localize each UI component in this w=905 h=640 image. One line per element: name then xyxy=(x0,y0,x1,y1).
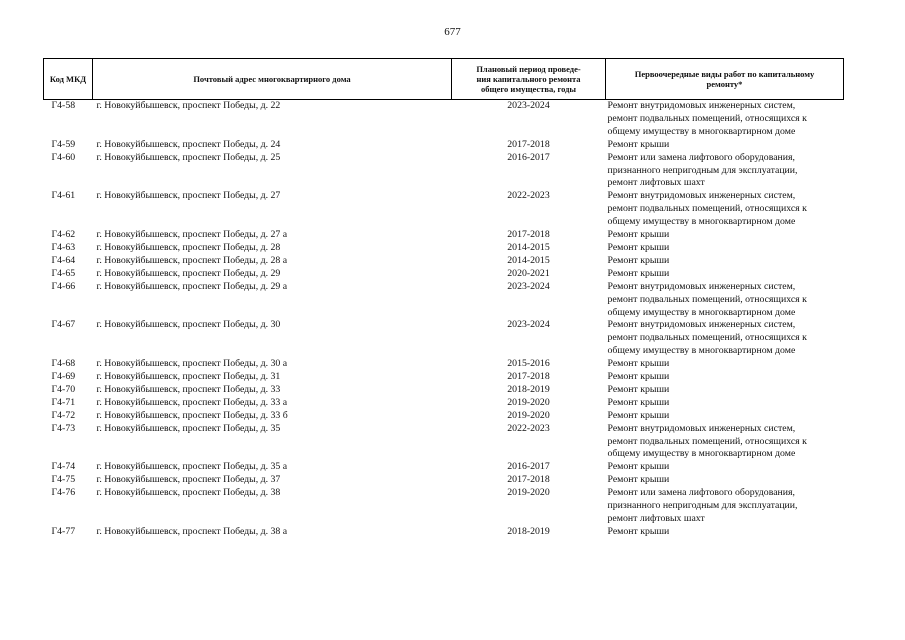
cell-period: 2023-2024 xyxy=(507,280,550,292)
cell-code: Г4-59 xyxy=(51,138,76,150)
cell-period: 2018-2019 xyxy=(507,383,550,395)
header-address: Почтовый адрес многоквартирного дома xyxy=(93,59,452,100)
table-row xyxy=(44,100,844,139)
cell-code: Г4-58 xyxy=(51,100,76,111)
cell-address: г. Новокуйбышевск, проспект Победы, д. 33 xyxy=(96,383,281,395)
capital-repair-table xyxy=(43,58,844,539)
table-row xyxy=(44,384,844,397)
table-row xyxy=(44,526,844,539)
cell-works: Ремонт крыши xyxy=(607,409,670,421)
cell-period: 2022-2023 xyxy=(507,190,550,202)
cell-code: Г4-69 xyxy=(51,371,76,383)
cell-address: г. Новокуйбышевск, проспект Победы, д. 33 б xyxy=(96,409,288,421)
cell-address: г. Новокуйбышевск, проспект Победы, д. 37 xyxy=(96,474,281,486)
cell-address: г. Новокуйбышевск, проспект Победы, д. 30 а xyxy=(96,358,288,370)
page-number: 677 xyxy=(444,26,461,38)
cell-period: 2022-2023 xyxy=(507,422,550,434)
cell-works: Ремонт внутридомовых инженерных систем, ремонт подвальных помещений, относящихся к общему имуществу в многоквартирном доме xyxy=(607,190,807,228)
cell-address: г. Новокуйбышевск, проспект Победы, д. 28 xyxy=(96,241,281,253)
cell-address: г. Новокуйбышевск, проспект Победы, д. 27 xyxy=(96,190,281,202)
cell-address: г. Новокуйбышевск, проспект Победы, д. 31 xyxy=(96,371,281,383)
table-header-row xyxy=(44,59,844,100)
cell-period: 2020-2021 xyxy=(507,267,550,279)
cell-works: Ремонт крыши xyxy=(607,474,670,486)
cell-works: Ремонт крыши xyxy=(607,525,670,537)
cell-address: г. Новокуйбышевск, проспект Победы, д. 28 а xyxy=(96,254,288,266)
header-code: Код МКД xyxy=(44,59,93,100)
cell-works: Ремонт крыши xyxy=(607,241,670,253)
cell-period: 2017-2018 xyxy=(507,138,550,150)
cell-works: Ремонт или замена лифтового оборудования, признанного непригодным для эксплуатации, ремонт лифтовых шахт xyxy=(607,151,798,189)
cell-address: г. Новокуйбышевск, проспект Победы, д. 29 xyxy=(96,267,281,279)
cell-address: г. Новокуйбышевск, проспект Победы, д. 29 а xyxy=(96,280,288,292)
table-row xyxy=(44,358,844,371)
cell-period: 2017-2018 xyxy=(507,474,550,486)
cell-address: г. Новокуйбышевск, проспект Победы, д. 30 xyxy=(96,319,281,331)
table-body xyxy=(44,100,844,539)
cell-period: 2014-2015 xyxy=(507,254,550,266)
cell-period: 2023-2024 xyxy=(507,319,550,331)
cell-works: Ремонт внутридомовых инженерных систем, ремонт подвальных помещений, относящихся к общему имуществу в многоквартирном доме xyxy=(607,422,807,460)
cell-code: Г4-61 xyxy=(51,190,76,202)
cell-address: г. Новокуйбышевск, проспект Победы, д. 35 а xyxy=(96,461,288,473)
table-row xyxy=(44,152,844,191)
cell-address: г. Новокуйбышевск, проспект Победы, д. 22 xyxy=(96,100,281,111)
cell-code: Г4-65 xyxy=(51,267,76,279)
table-row xyxy=(44,410,844,423)
cell-code: Г4-71 xyxy=(51,396,76,408)
cell-period: 2019-2020 xyxy=(507,487,550,499)
cell-address: г. Новокуйбышевск, проспект Победы, д. 27 а xyxy=(96,229,288,241)
table-row xyxy=(44,190,844,229)
cell-works: Ремонт крыши xyxy=(607,138,670,150)
header-works: Первоочередные виды работ по капитальному ремонту* xyxy=(606,59,844,100)
cell-address: г. Новокуйбышевск, проспект Победы, д. 35 xyxy=(96,422,281,434)
cell-address: г. Новокуйбышевск, проспект Победы, д. 38 а xyxy=(96,525,288,537)
cell-works: Ремонт крыши xyxy=(607,358,670,370)
table-row xyxy=(44,474,844,487)
table-row xyxy=(44,268,844,281)
cell-address: г. Новокуйбышевск, проспект Победы, д. 25 xyxy=(96,151,281,163)
cell-works: Ремонт внутридомовых инженерных систем, ремонт подвальных помещений, относящихся к общему имуществу в многоквартирном доме xyxy=(607,280,807,318)
cell-works: Ремонт или замена лифтового оборудования, признанного непригодным для эксплуатации, ремонт лифтовых шахт xyxy=(607,487,798,524)
cell-code: Г4-63 xyxy=(51,241,76,253)
cell-period: 2019-2020 xyxy=(507,409,550,421)
cell-code: Г4-67 xyxy=(51,319,76,331)
table-row xyxy=(44,371,844,384)
cell-code: Г4-64 xyxy=(51,254,76,266)
table-row xyxy=(44,242,844,255)
cell-code: Г4-62 xyxy=(51,229,76,241)
cell-works: Ремонт крыши xyxy=(607,267,670,279)
cell-code: Г4-77 xyxy=(51,525,76,537)
table-row xyxy=(44,461,844,474)
cell-period: 2019-2020 xyxy=(507,396,550,408)
cell-works: Ремонт внутридомовых инженерных систем, ремонт подвальных помещений, относящихся к общему имуществу в многоквартирном доме xyxy=(607,100,807,137)
table-row xyxy=(44,423,844,462)
cell-period: 2016-2017 xyxy=(507,151,550,163)
cell-code: Г4-66 xyxy=(51,280,76,292)
cell-period: 2023-2024 xyxy=(507,100,550,111)
cell-code: Г4-73 xyxy=(51,422,76,434)
cell-works: Ремонт крыши xyxy=(607,396,670,408)
cell-code: Г4-72 xyxy=(51,409,76,421)
cell-period: 2014-2015 xyxy=(507,241,550,253)
cell-address: г. Новокуйбышевск, проспект Победы, д. 33 а xyxy=(96,396,288,408)
cell-code: Г4-60 xyxy=(51,151,76,163)
table-row xyxy=(44,281,844,320)
cell-address: г. Новокуйбышевск, проспект Победы, д. 24 xyxy=(96,138,281,150)
cell-works: Ремонт крыши xyxy=(607,371,670,383)
cell-code: Г4-74 xyxy=(51,461,76,473)
cell-works: Ремонт внутридомовых инженерных систем, ремонт подвальных помещений, относящихся к общему имуществу в многоквартирном доме xyxy=(607,319,807,357)
cell-period: 2015-2016 xyxy=(507,358,550,370)
cell-code: Г4-68 xyxy=(51,358,76,370)
header-period: Плановый период проведе- ния капитального ремонта общего имущества, годы xyxy=(452,59,606,100)
table-row xyxy=(44,319,844,358)
table-row xyxy=(44,397,844,410)
cell-code: Г4-70 xyxy=(51,383,76,395)
cell-works: Ремонт крыши xyxy=(607,229,670,241)
table-row xyxy=(44,255,844,268)
cell-period: 2016-2017 xyxy=(507,461,550,473)
cell-works: Ремонт крыши xyxy=(607,383,670,395)
cell-period: 2018-2019 xyxy=(507,525,550,537)
cell-works: Ремонт крыши xyxy=(607,461,670,473)
table-row xyxy=(44,229,844,242)
table-row xyxy=(44,139,844,152)
table-row xyxy=(44,487,844,526)
cell-works: Ремонт крыши xyxy=(607,254,670,266)
cell-period: 2017-2018 xyxy=(507,229,550,241)
cell-code: Г4-75 xyxy=(51,474,76,486)
cell-period: 2017-2018 xyxy=(507,371,550,383)
cell-address: г. Новокуйбышевск, проспект Победы, д. 38 xyxy=(96,487,281,499)
cell-code: Г4-76 xyxy=(51,487,76,499)
